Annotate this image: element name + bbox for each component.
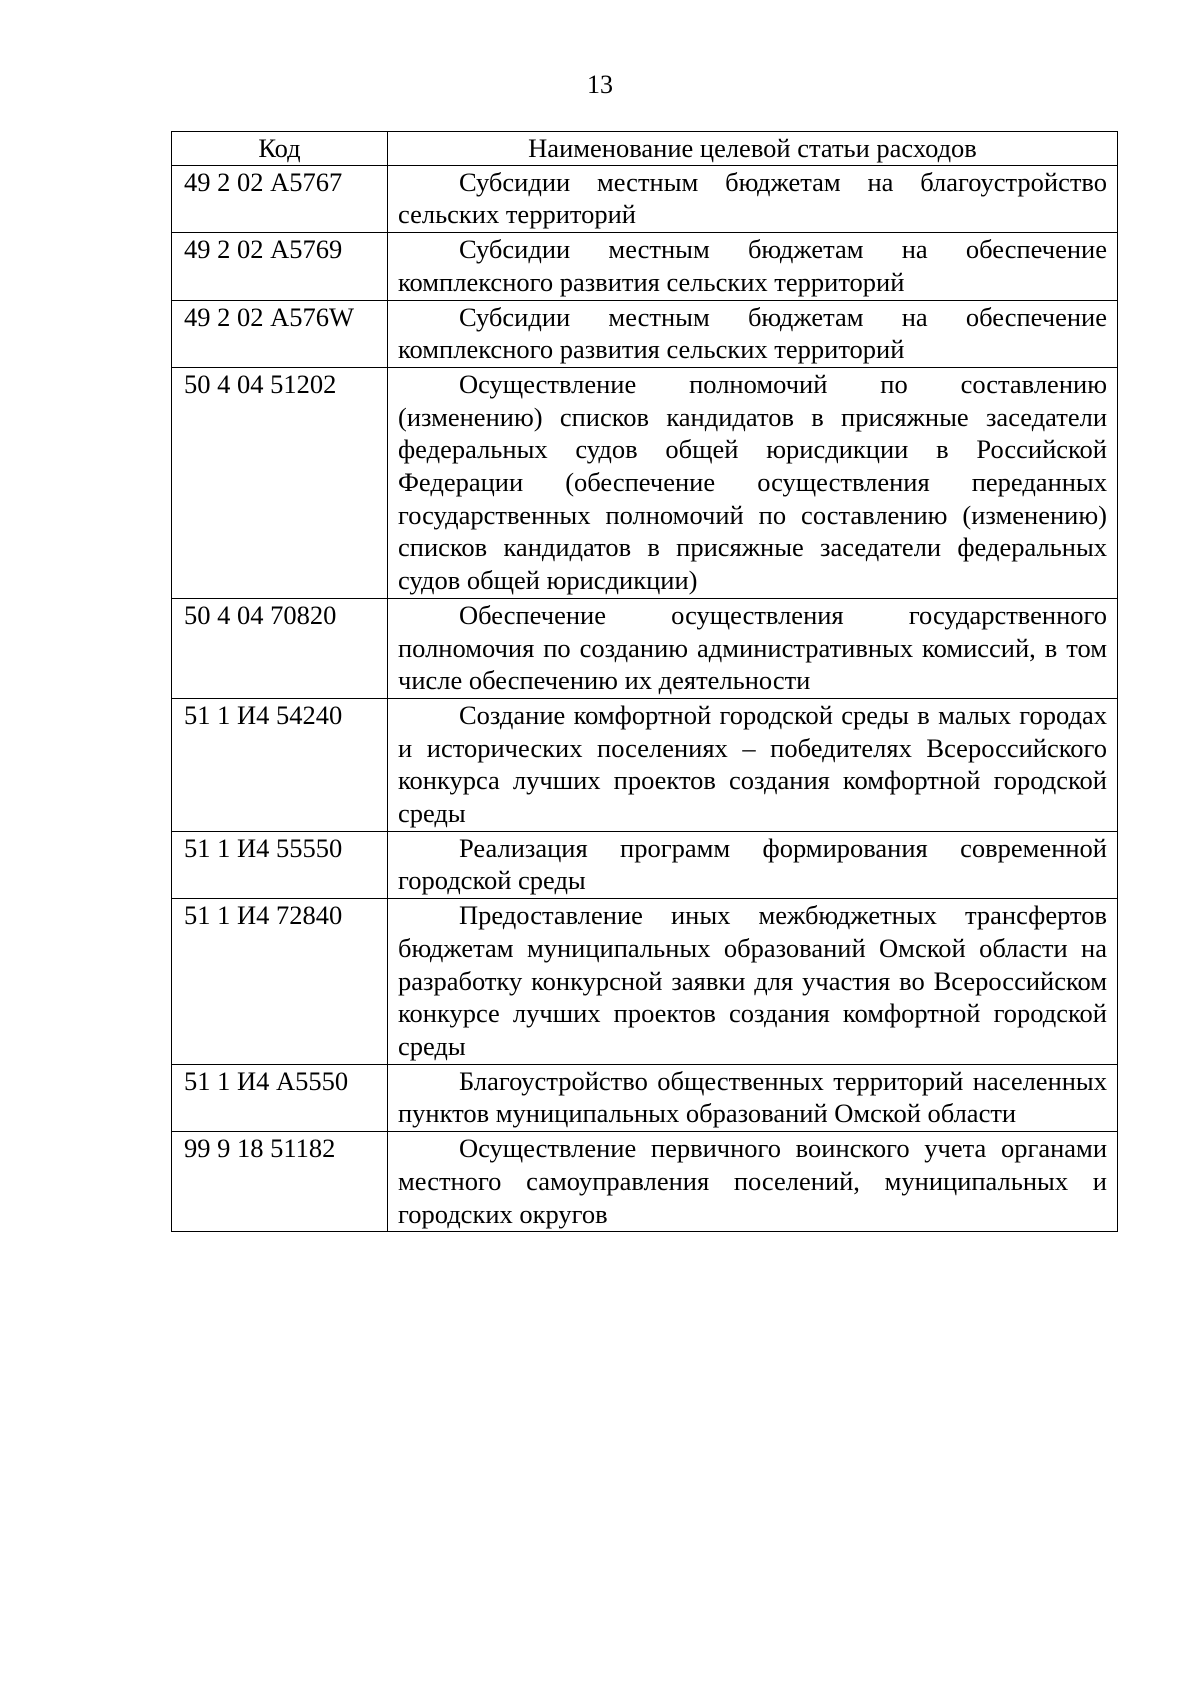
table-row xyxy=(172,1064,1118,1131)
row-code: 49 2 02 А5767 xyxy=(172,165,388,232)
row-name: Реализация программ формирования современной городской среды xyxy=(388,831,1118,898)
row-name: Благоустройство общественных территорий населенных пунктов муниципальных образований Омской области xyxy=(388,1064,1118,1131)
row-name: Предоставление иных межбюджетных трансфертов бюджетам муниципальных образований Омской области на разработку конкурсной заявки для участия во Всероссийском конкурсе лучших проектов создания комфортной городской среды xyxy=(388,899,1118,1065)
row-name: Обеспечение осуществления государственного полномочия по созданию административных комиссий, в том числе обеспечению их деятельности xyxy=(388,598,1118,698)
row-name: Субсидии местным бюджетам на благоустройство сельских территорий xyxy=(388,165,1118,232)
row-code: 50 4 04 70820 xyxy=(172,598,388,698)
row-name: Осуществление полномочий по составлению (изменению) списков кандидатов в присяжные заседатели федеральных судов общей юрисдикции в Российской Федерации (обеспечение осуществления переданных государственных полномочий по составлению (изменению) списков кандидатов в присяжные заседатели федеральных судов общей юрисдикции) xyxy=(388,367,1118,598)
row-code: 49 2 02 А5769 xyxy=(172,233,388,300)
row-name: Осуществление первичного воинского учета органами местного самоуправления поселений, муниципальных и городских округов xyxy=(388,1132,1118,1232)
budget-classification-table xyxy=(171,131,1118,1232)
table-row xyxy=(172,233,1118,300)
row-code: 99 9 18 51182 xyxy=(172,1132,388,1232)
row-code: 50 4 04 51202 xyxy=(172,367,388,598)
page-number: 13 xyxy=(587,70,613,99)
table-row xyxy=(172,831,1118,898)
header-name: Наименование целевой статьи расходов xyxy=(388,132,1118,166)
row-code: 49 2 02 А576W xyxy=(172,300,388,367)
row-code: 51 1 И4 А5550 xyxy=(172,1064,388,1131)
table-row xyxy=(172,899,1118,1065)
table-row xyxy=(172,698,1118,831)
table-row xyxy=(172,165,1118,232)
row-name: Субсидии местным бюджетам на обеспечение комплексного развития сельских территорий xyxy=(388,300,1118,367)
row-name: Создание комфортной городской среды в малых городах и исторических поселениях – победителях Всероссийского конкурса лучших проектов создания комфортной городской среды xyxy=(388,698,1118,831)
table-row xyxy=(172,367,1118,598)
row-code: 51 1 И4 72840 xyxy=(172,899,388,1065)
table-row xyxy=(172,300,1118,367)
table-row xyxy=(172,598,1118,698)
row-code: 51 1 И4 54240 xyxy=(172,698,388,831)
row-name: Субсидии местным бюджетам на обеспечение комплексного развития сельских территорий xyxy=(388,233,1118,300)
table-header-row xyxy=(172,132,1118,166)
row-code: 51 1 И4 55550 xyxy=(172,831,388,898)
table-row xyxy=(172,1132,1118,1232)
header-code: Код xyxy=(172,132,388,166)
